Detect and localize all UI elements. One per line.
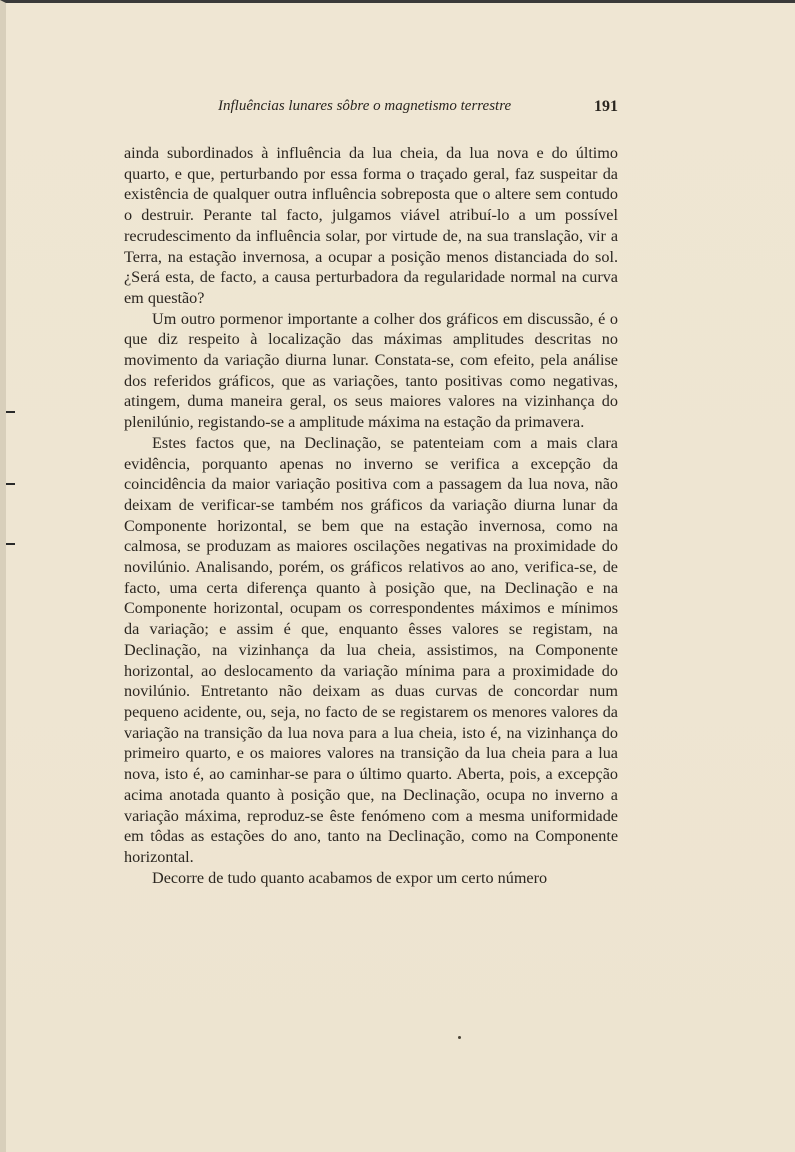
paragraph-1: ainda subordinados à influência da lua cheia, da lua nova e do último quarto, e que, perturbando por essa forma o traçado geral, faz suspeitar da existência de qualquer outra influência sobreposta que o altere sem contudo o destruir. Perante tal facto, julgamos viável atribuí-lo a um possível recrudescimento da influência solar, por virtude de, na sua translação, vir a Terra, na estação invernosa, a ocupar a posição menos distanciada do sol. ¿Será esta, de facto, a causa perturbadora da regularidade normal na curva em questão? <box>124 144 618 307</box>
paragraph-3: Estes factos que, na Declinação, se patenteiam com a mais clara evidência, porquanto apenas no inverno se verifica a excepção da coincidência da maior variação positiva com a passagem da lua nova, não deixam de verificar-se também nos gráficos da variação diurna lunar da Componente horizontal, se bem que na estação invernosa, como na calmosa, se produzam as maiores oscilações negativas na proximidade do novilúnio. Analisando, porém, os gráficos relativos ao ano, verifica-se, de facto, uma certa diferença quanto à posição que, na Declinação e na Componente horizontal, ocupam os correspondentes máximos e mínimos da variação; e assim é que, enquanto êsses valores se registam, na Declinação, na vizinhança da lua cheia, assistimos, na Componente horizontal, ao deslocamento da variação mínima para a proximidade do novilúnio. Entretanto não deixam as duas curvas de concordar num pequeno acidente, ou, seja, no facto de se registarem os menores valores da variação na transição da lua nova para a lua cheia, isto é, na vizinhança do primeiro quarto, e os maiores valores na transição da lua cheia para a lua nova, isto é, ao caminhar-se para o último quarto. Aberta, pois, a excepção acima anotada quanto à posição que, na Declinação, ocupa no inverno a variação máxima, reproduz-se êste fenómeno com a mesma uniformidade em tôdas as estações do ano, tanto na Declinação, como na Componente horizontal. <box>124 433 618 866</box>
paragraph-2: Um outro pormenor importante a colher dos gráficos em discussão, é o que diz respeito à localização das máximas amplitudes descritas no movimento da variação diurna lunar. Constata-se, com efeito, pela análise dos referidos gráficos, que as variações, tanto positivas como negativas, atingem, duma maneira geral, os seus maiores valores na vizinhança do plenilúnio, registando-se a amplitude máxima na estação da primavera. <box>124 309 618 432</box>
page-header <box>124 98 618 120</box>
body-text <box>124 143 618 888</box>
margin-tick-mark <box>6 483 15 485</box>
page-number: 191 <box>594 98 618 115</box>
running-title: Influências lunares sôbre o magnetismo terrestre <box>218 98 512 114</box>
margin-tick-mark <box>6 411 15 413</box>
ink-dot <box>458 1036 461 1039</box>
paragraph-4: Decorre de tudo quanto acabamos de expor um certo número <box>152 868 548 887</box>
margin-tick-mark <box>6 543 15 545</box>
